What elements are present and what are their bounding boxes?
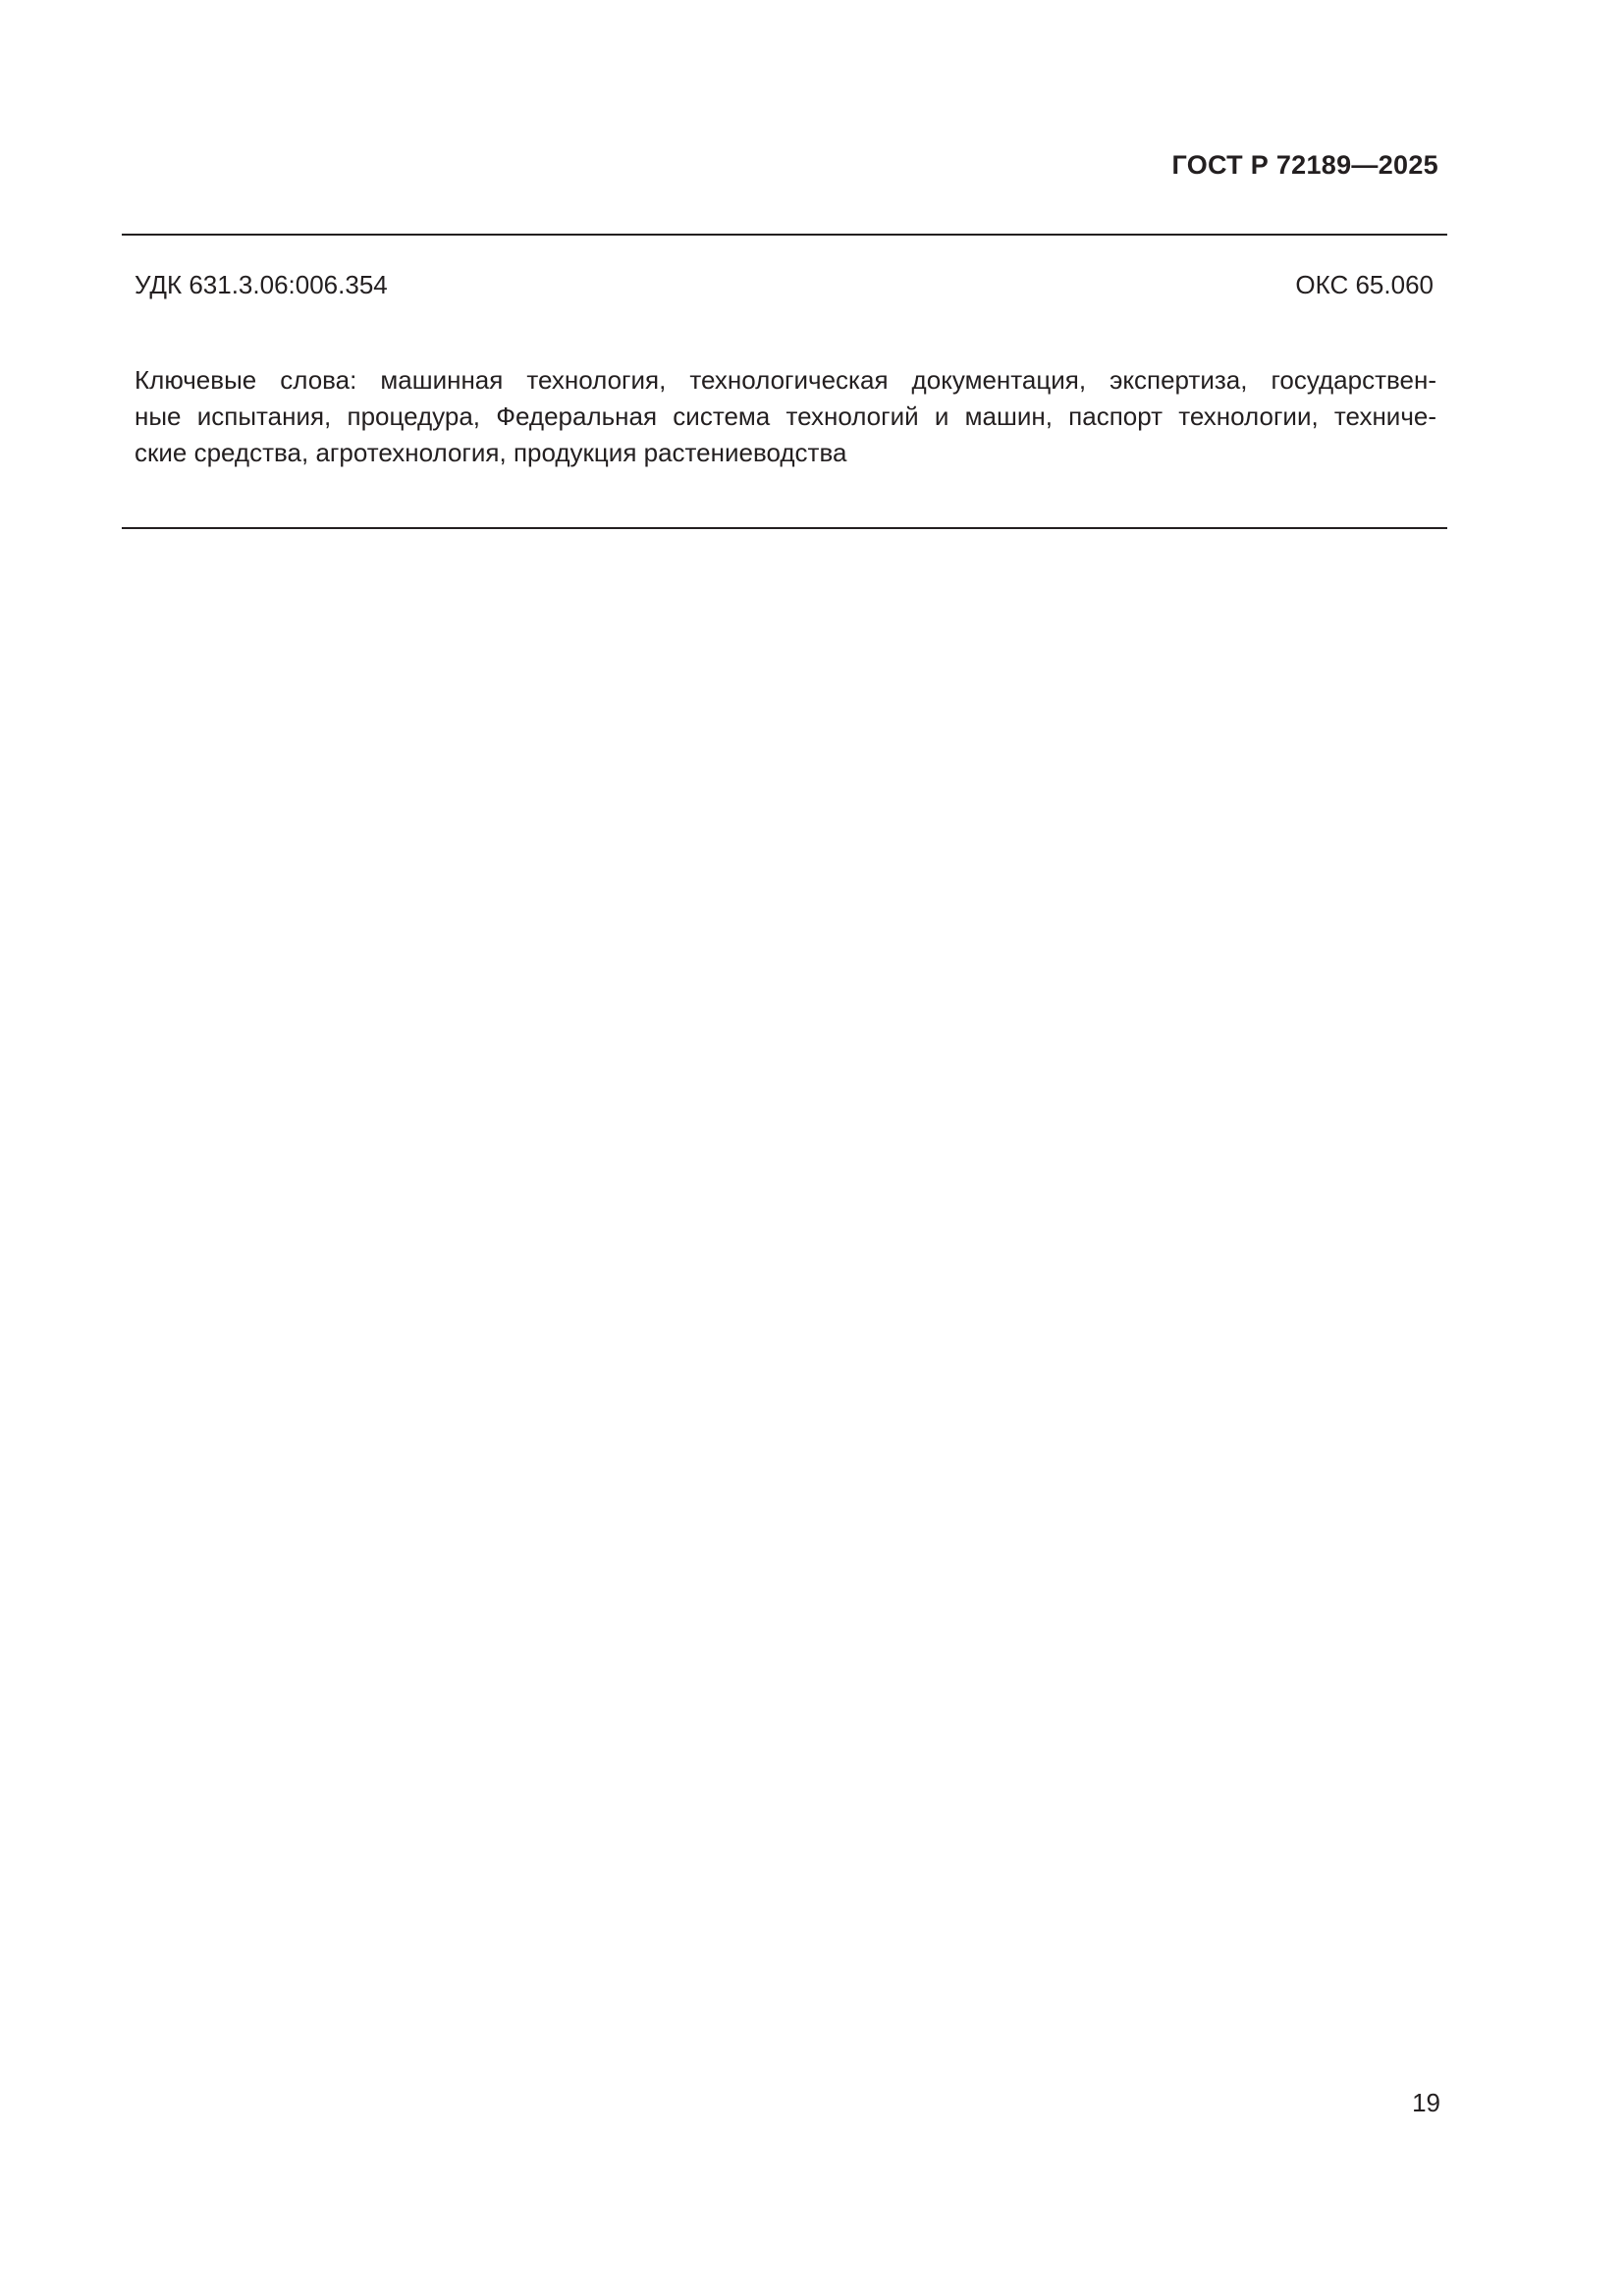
- udk-code: УДК 631.3.06:006.354: [135, 270, 388, 299]
- bottom-divider: [122, 527, 1447, 529]
- page-number: 19: [1412, 2088, 1440, 2117]
- keywords-line: ные испытания, процедура, Федеральная система технологий и машин, паспорт технологии, техниче-: [135, 401, 1436, 431]
- top-divider: [122, 234, 1447, 236]
- oks-code: ОКС 65.060: [1295, 270, 1434, 299]
- document-code: ГОСТ Р 72189—2025: [1171, 150, 1438, 180]
- keywords-line: Ключевые слова: машинная технология, технологическая документация, экспертиза, государствен-: [135, 365, 1436, 395]
- keywords-line: ские средства, агротехнология, продукция растениеводства: [135, 438, 847, 467]
- keywords-block: [135, 362, 1436, 471]
- classification-row: [135, 267, 1434, 302]
